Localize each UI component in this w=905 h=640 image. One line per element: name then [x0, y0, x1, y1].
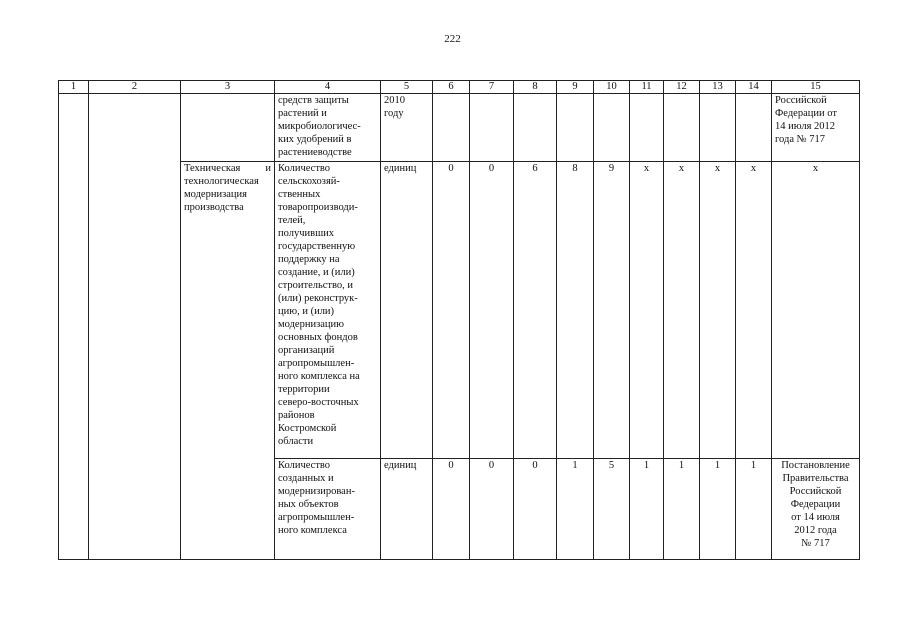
table-cell-value: 0 [433, 162, 470, 459]
table-cell-value [433, 94, 470, 162]
table-cell-basis: Постановление Правительства Российской Федерации от 14 июля 2012 года № 717 [772, 459, 860, 560]
table-cell-value: 1 [700, 459, 736, 560]
column-header-row [59, 81, 860, 94]
column-header: 9 [557, 81, 594, 94]
table-cell-value: 0 [470, 459, 514, 560]
column-header: 12 [664, 81, 700, 94]
table-cell-unit: единиц [381, 162, 433, 459]
table-cell-value: х [736, 162, 772, 459]
column-header: 11 [630, 81, 664, 94]
column-header: 4 [275, 81, 381, 94]
table-cell-indicator: Количество созданных и модернизирован- ных объектов агропромышлен- ного комплекса [275, 459, 381, 560]
table-cell-value [630, 94, 664, 162]
table-cell-value: х [664, 162, 700, 459]
column-header: 5 [381, 81, 433, 94]
table-cell-value: 0 [514, 459, 557, 560]
table-cell-indicator: средств защиты растений и микробиологичес- ких удобрений в растениеводстве [275, 94, 381, 162]
table-cell-value: х [700, 162, 736, 459]
table-cell-value: 5 [594, 459, 630, 560]
table-cell-col3: Техническая и технологическая модернизация производства [181, 162, 275, 560]
table-cell-value: 1 [736, 459, 772, 560]
data-table [58, 80, 860, 560]
table-cell-value: 1 [557, 459, 594, 560]
column-header: 13 [700, 81, 736, 94]
table-cell-basis: Российской Федерации от 14 июля 2012 года № 717 [772, 94, 860, 162]
column-header: 2 [89, 81, 181, 94]
table-cell-col3 [181, 94, 275, 162]
column-header: 6 [433, 81, 470, 94]
table-cell-value: 0 [470, 162, 514, 459]
table-row [59, 94, 860, 162]
table-cell-unit: 2010 году [381, 94, 433, 162]
table-cell-value [557, 94, 594, 162]
table-cell-basis: х [772, 162, 860, 459]
table-cell-value: 9 [594, 162, 630, 459]
column-header: 8 [514, 81, 557, 94]
table-cell-unit: единиц [381, 459, 433, 560]
table-cell-value [514, 94, 557, 162]
table-cell-value [664, 94, 700, 162]
column-header: 1 [59, 81, 89, 94]
table-cell-col1 [59, 94, 89, 560]
table-cell-value: 6 [514, 162, 557, 459]
column-header: 15 [772, 81, 860, 94]
table-cell-value: 1 [630, 459, 664, 560]
table-cell-value: х [630, 162, 664, 459]
table-cell-value: 1 [664, 459, 700, 560]
column-header: 3 [181, 81, 275, 94]
table-cell-value [594, 94, 630, 162]
table-cell-col2 [89, 94, 181, 560]
column-header: 7 [470, 81, 514, 94]
table-cell-indicator: Количество сельскохозяй- ственных товаропроизводи- телей, получивших государственную поддержку на создание, и (или) строительство, и (или) реконструк- цию, и (или) модернизацию основных фондов организаций агропромышлен- ного комплекса на территории северо-восточных районов Костромской области [275, 162, 381, 459]
table-cell-value: 8 [557, 162, 594, 459]
table-cell-value [736, 94, 772, 162]
column-header: 14 [736, 81, 772, 94]
page-number: 222 [444, 33, 461, 45]
table-cell-value: 0 [433, 459, 470, 560]
column-header: 10 [594, 81, 630, 94]
table-cell-value [700, 94, 736, 162]
table-cell-value [470, 94, 514, 162]
